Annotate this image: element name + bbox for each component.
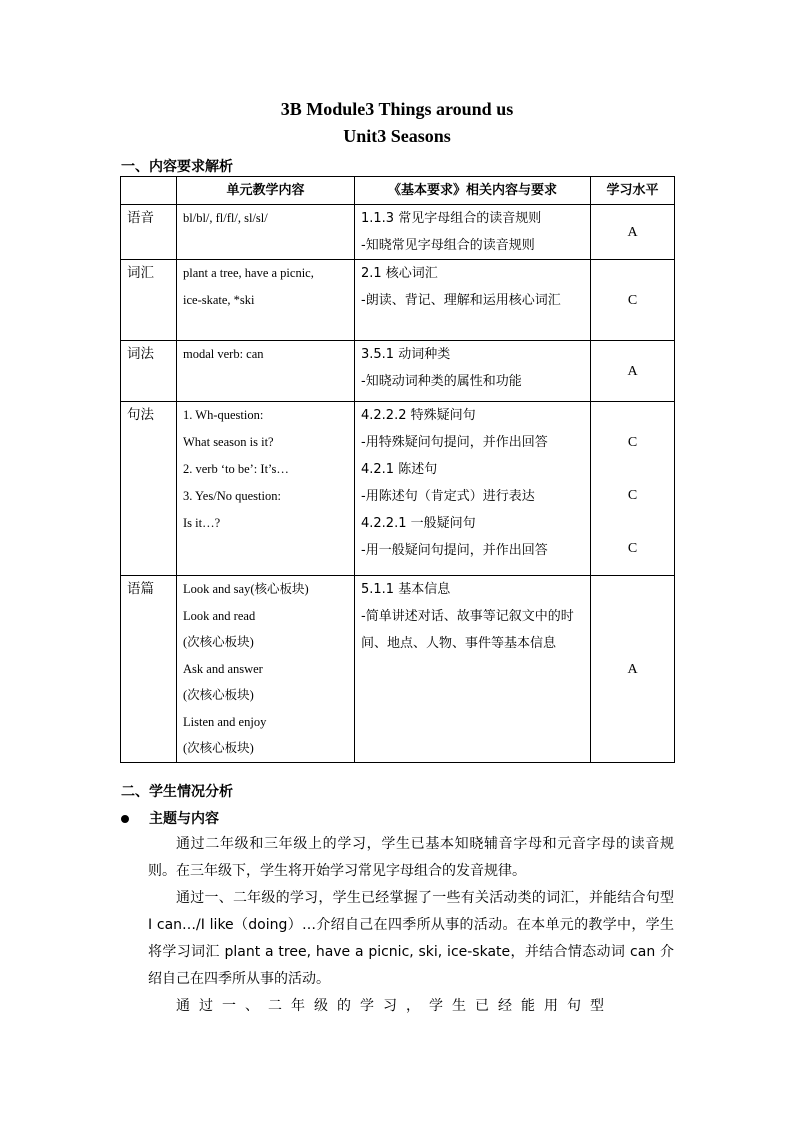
row-level: A (591, 576, 675, 763)
document-title: 3B Module3 Things around us (280, 99, 514, 119)
requirement-line: 3.5.1 动词种类 (361, 347, 451, 362)
level-value: C (627, 541, 638, 556)
requirement-line: 5.1.1 基本信息 (361, 582, 451, 597)
content-line: ice-skate, *ski (183, 293, 255, 307)
content-line: 3. Yes/No question: (183, 489, 281, 503)
requirement-line: -知晓动词种类的属性和功能 (361, 374, 522, 389)
section-heading-content-analysis: 一、内容要求解析 (121, 159, 233, 175)
content-line: (次核心板块) (183, 741, 254, 755)
requirement-line: -用一般疑问句提问，并作出回答 (361, 543, 548, 558)
row-requirement (355, 402, 591, 576)
table-row (121, 576, 675, 763)
content-line: (次核心板块) (183, 635, 254, 649)
row-level: C (591, 260, 675, 341)
content-line: What season is it? (183, 435, 274, 449)
requirement-line: -朗读、背记、理解和运用核心词汇 (361, 293, 561, 308)
bullet-heading-theme (121, 808, 219, 828)
row-category: 词法 (121, 341, 177, 402)
row-content (177, 341, 355, 402)
unit-title: Unit3 Seasons (343, 126, 451, 146)
level-value: C (627, 435, 638, 450)
header-cell-content: 单元教学内容 (177, 177, 355, 205)
row-level (591, 402, 675, 576)
level-value: C (627, 488, 638, 503)
row-level: A (591, 341, 675, 402)
content-line: 2. verb ‘to be’: It’s… (183, 462, 289, 476)
paragraph: 通过二年级和三年级上的学习，学生已基本知晓辅音字母和元音字母的读音规则。在三年级下，学生将开始学习常见字母组合的发音规律。 (148, 836, 674, 879)
requirement-line: -用特殊疑问句提问，并作出回答 (361, 435, 548, 450)
row-category: 语音 (121, 205, 177, 260)
row-content (177, 260, 355, 341)
content-line: plant a tree, have a picnic, (183, 266, 314, 280)
requirement-line: 4.2.2.1 一般疑问句 (361, 516, 476, 531)
content-line: Look and say(核心板块) (183, 582, 309, 596)
header-cell-requirements: 《基本要求》相关内容与要求 (355, 177, 591, 205)
requirement-line: 4.2.2.2 特殊疑问句 (361, 408, 476, 423)
paragraph: 通过一、二年级的学习，学生已经掌握了一些有关活动类的词汇，并能结合句型 I can…/I like（doing）…介绍自己在四季所从事的活动。在本单元的教学中，学生将学习词汇 plant a tree, have a picnic, ski, ice-skate，并结合情态动词 can 介绍自己在四季所从事的活动。 (148, 890, 674, 987)
row-requirement (355, 576, 591, 763)
row-content (177, 402, 355, 576)
content-requirements-table (120, 176, 675, 763)
content-line: Look and read (183, 608, 256, 623)
row-category: 语篇 (121, 576, 177, 763)
row-requirement (355, 205, 591, 260)
table-header-row (121, 177, 675, 205)
requirement-line: 1.1.3 常见字母组合的读音规则 (361, 211, 542, 226)
content-line: (次核心板块) (183, 688, 254, 702)
row-requirement (355, 341, 591, 402)
requirement-line: 2.1 核心词汇 (361, 266, 438, 281)
requirement-line: -用陈述句（肯定式）进行表达 (361, 489, 535, 504)
content-line: Ask and answer (183, 661, 263, 676)
bullet-heading-text: 主题与内容 (149, 811, 219, 827)
table-row (121, 260, 675, 341)
paragraph: 通过一、二年级的学习，学生已经能用句型 (176, 998, 613, 1014)
row-category: 词汇 (121, 260, 177, 341)
content-line: bl/bl/, fl/fl/, sl/sl/ (183, 211, 268, 225)
content-line: Is it…? (183, 516, 221, 530)
row-content (177, 576, 355, 763)
header-cell-level: 学习水平 (591, 177, 675, 205)
table-row (121, 402, 675, 576)
row-level: A (591, 205, 675, 260)
content-line: modal verb: can (183, 347, 264, 361)
content-line: Listen and enjoy (183, 714, 267, 729)
header-cell-empty (121, 177, 177, 205)
table-row (121, 205, 675, 260)
table-row (121, 341, 675, 402)
section-heading-student-analysis: 二、学生情况分析 (121, 784, 233, 800)
requirement-line: -简单讲述对话、故事等记叙文中的时间、地点、人物、事件等基本信息 (361, 609, 574, 651)
row-category: 句法 (121, 402, 177, 576)
requirement-line: -知晓常见字母组合的读音规则 (361, 238, 535, 253)
requirement-line: 4.2.1 陈述句 (361, 462, 438, 477)
bullet-dot-icon (121, 815, 129, 823)
content-line: 1. Wh-question: (183, 408, 264, 422)
row-content (177, 205, 355, 260)
row-requirement (355, 260, 591, 341)
